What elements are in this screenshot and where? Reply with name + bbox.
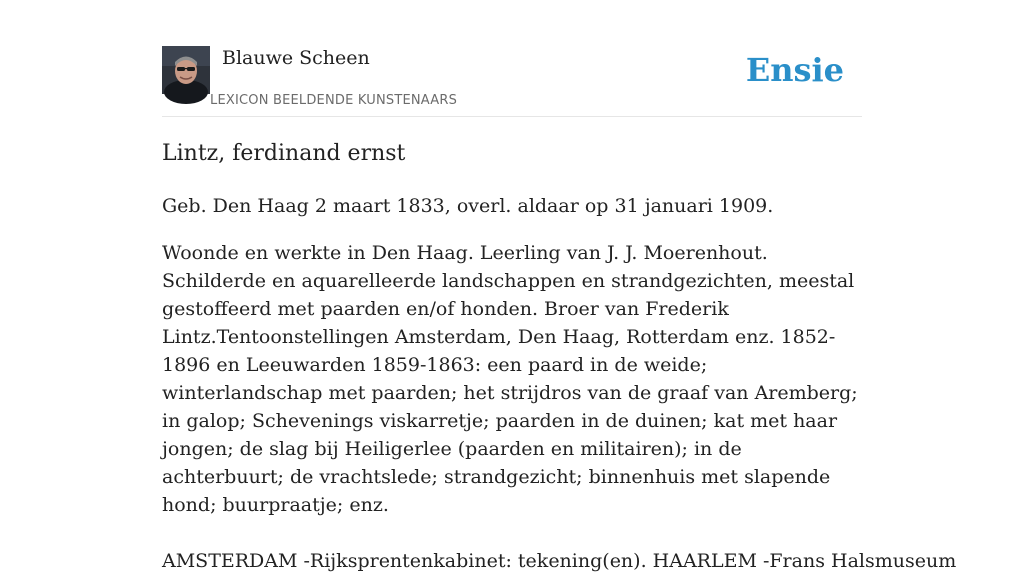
avatar[interactable] [162,46,210,94]
avatar-photo-icon [162,46,210,94]
article-paragraph-birth: Geb. Den Haag 2 maart 1833, overl. aldaar op 31 januari 1909. [162,195,774,217]
article-title: Lintz, ferdinand ernst [162,141,406,166]
article [162,136,957,575]
lexicon-subtitle: LEXICON BEELDENDE KUNSTENAARS [210,93,458,108]
author-name[interactable]: Blauwe Scheen [222,47,370,69]
brand-logo-link[interactable]: Ensie [745,51,844,89]
article-paragraph-biography: Woonde en werkte in Den Haag. Leerling van J. J. Moerenhout. Schilderde en aquarelleerde landschappen en strandgezichten, meestal gestoffeerd met paarden en/of honden. Broer van Frederik Lintz.Tentoonstellingen Amsterdam, Den Haag, Rotterdam enz. 1852-1896 en Leeuwarden 1859-1863: een paard in de weide; winterlandschap met paarden; het strijdros van de graaf van Aremberg; in galop; Schevenings viskarretje; paarden in de duinen; kat met haar jongen; de slag bij Heiligerlee (paarden en militairen); in de achterbuurt; de vrachtslede; strandgezicht; binnenhuis met slapende hond; buurpraatje; enz. [162,242,858,516]
article-paragraph-collections: AMSTERDAM -Rijksprentenkabinet: tekening(en). HAARLEM -Frans Halsmuseum [162,550,957,572]
header [162,46,862,117]
